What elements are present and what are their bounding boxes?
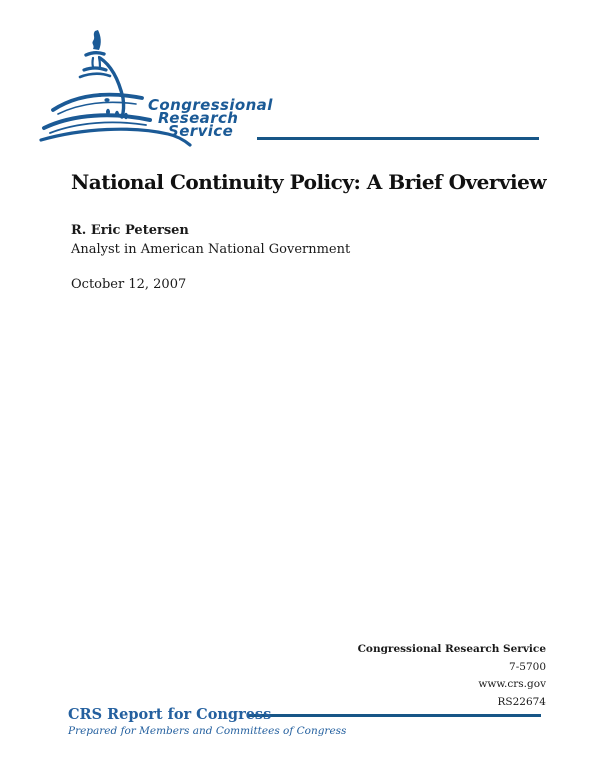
logo-word-service: Service: [168, 122, 234, 140]
logo-word-congressional: Congressional: [148, 96, 273, 114]
footer-report-number: RS22674: [497, 695, 546, 708]
footer-contact-block: [358, 641, 546, 711]
logo-wordmark: [148, 96, 273, 140]
footer-tagline: Prepared for Members and Committees of Congress: [68, 725, 347, 737]
header-rule: [257, 137, 539, 140]
footer-org-name: Congressional Research Service: [357, 643, 546, 655]
crs-report-banner: CRS Report for Congress: [68, 706, 272, 723]
logo-word-research: Research: [158, 109, 239, 127]
footer-website: www.crs.gov: [478, 678, 546, 690]
footer-rule: [247, 714, 541, 717]
author-name: R. Eric Petersen: [71, 223, 189, 238]
report-title: National Continuity Policy: A Brief Overview: [71, 170, 547, 194]
author-role: Analyst in American National Government: [71, 242, 351, 257]
footer-phone: 7-5700: [509, 660, 546, 673]
report-date: October 12, 2007: [71, 277, 187, 292]
